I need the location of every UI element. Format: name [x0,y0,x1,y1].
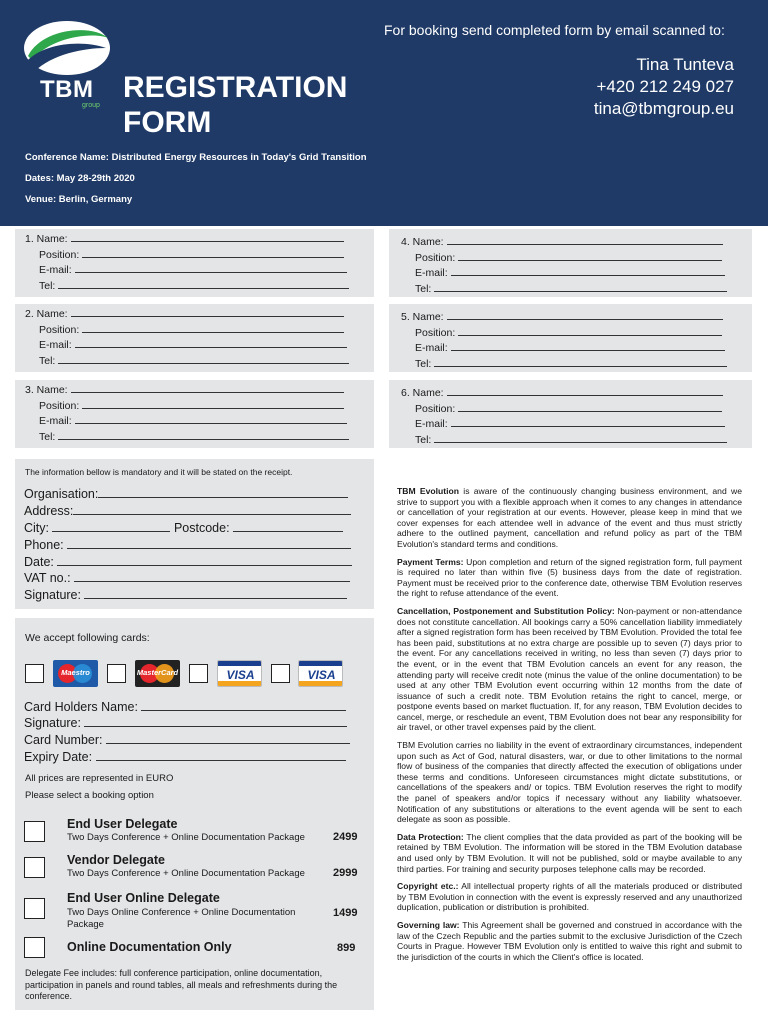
position-field[interactable] [458,326,722,336]
option-online-delegate-name: End User Online Delegate [67,891,220,905]
contact-email[interactable]: tina@tbmgroup.eu [593,99,734,118]
mandatory-note: The information bellow is mandatory and it will be stated on the receipt. [25,467,293,477]
option-end-user-name: End User Delegate [67,817,178,831]
title-line-1: REGISTRATION [123,71,348,104]
contact-name: Tina Tunteva [636,55,734,74]
tel-field[interactable] [434,282,727,292]
email-label: E-mail: [415,267,448,279]
conference-name: Conference Name: Distributed Energy Resources in Today's Grid Transition [25,152,367,163]
option-end-user-desc: Two Days Conference + Online Documentation Package [67,832,305,843]
card-holder-label: Card Holders Name: [24,700,138,714]
email-field[interactable] [451,417,725,427]
delegate-3-panel [15,380,374,448]
terms-payment: Payment Terms: Upon completion and return of the signed registration form, full payment is required no later than within five (5) business days from the date of registration. Payment must be received prior to the conference date, otherwise TBM Evolution reserves the right to refuse attendance of the event. [397,556,742,599]
card-holder-field[interactable] [141,701,346,711]
organisation-field[interactable] [98,488,348,498]
name-field[interactable] [447,235,723,245]
position-label: Position: [39,324,80,336]
tel-label: Tel: [415,434,432,446]
contact-phone: +420 212 249 027 [596,77,734,96]
booking-note: For booking send completed form by email scanned to: [384,22,725,38]
delegate-name-label: 3. Name: [25,384,68,396]
delegate-6-panel [389,380,752,448]
fee-note: Delegate Fee includes: full conference participation, online documentation, participation in panels and round tables, all meals and refreshments during the conference. [25,968,338,1001]
expiry-field[interactable] [96,751,346,761]
card-signature-label: Signature: [24,716,81,730]
email-field[interactable] [75,414,347,424]
phone-field[interactable] [67,539,351,549]
name-field[interactable] [447,310,723,320]
postcode-label: Postcode: [173,521,230,535]
postcode-field[interactable] [233,522,343,532]
delegate-2-panel [15,304,374,372]
date-label: Date: [24,555,54,569]
delegate-name-label: 4. Name: [401,236,444,248]
card-signature-field[interactable] [84,717,347,727]
mastercard-icon [135,660,180,687]
option-documentation-name: Online Documentation Only [67,940,232,954]
terms-liability: TBM Evolution carries no liability in the event of extraordinary circumstances, independent upon such as Act of God, natural disasters, war, or due to other limitations to the normal flow of business of the companies that directly affected the execution of obligations under these terms and conditions. Unforeseen circumstances might dictate substitutions, or cancellations of the speakers and/ or topics. TBM Evolution reserves the right to modify the panel of speakers and/or topics if necessary without any liability whatsoever. Notification of any substitutions or alterations to the event agenda will be sent to each delegate as soon as possible. [397,740,742,825]
email-field[interactable] [75,263,347,273]
tel-label: Tel: [415,283,432,295]
name-field[interactable] [447,386,723,396]
title-line-2: FORM [123,106,212,139]
email-label: E-mail: [415,418,448,430]
position-field[interactable] [82,248,344,258]
organisation-label: Organisation: [24,487,99,501]
position-field[interactable] [82,399,344,409]
signature-field[interactable] [84,589,347,599]
maestro-text: Maestro [61,668,90,677]
logo-subtext: group [82,102,100,109]
delegate-name-label: 1. Name: [25,233,68,245]
signature-label: Signature: [24,588,81,602]
visa-electron-icon [217,660,262,687]
email-label: E-mail: [415,342,448,354]
delegate-name-label: 5. Name: [401,311,444,323]
maestro-checkbox[interactable] [25,664,44,683]
conference-dates: Dates: May 28-29th 2020 [25,173,135,184]
visa-checkbox[interactable] [271,664,290,683]
tel-field[interactable] [434,357,727,367]
visa-text: VISA [307,668,336,682]
tel-label: Tel: [415,358,432,370]
tel-label: Tel: [39,431,56,443]
email-label: E-mail: [39,415,72,427]
visa-card-icon [298,660,343,687]
date-field[interactable] [57,556,352,566]
name-field[interactable] [71,383,344,393]
delegate-4-panel [389,229,752,297]
tel-label: Tel: [39,355,56,367]
delegate-1-panel [15,229,374,297]
name-field[interactable] [71,307,344,317]
email-field[interactable] [451,341,725,351]
position-label: Position: [39,400,80,412]
terms-cancellation: Cancellation, Postponement and Substitution Policy: Non-payment or non-attendance does not constitute cancellation. All bookings carry a 50% cancellation liability immediately after a signed registration form has been received by TBM Evolution. Provided the total fee has been paid, substitutions at no extra charge are possible up to seven (7) days prior to the event. For any cancellations received in writing, no less than seven (7) days prior to the event, or in the event that TBM Evolution cancels an event for any reason, the attending party will receive credit note (minus the value of the online documentation) to be used at any other TBM Evolution event occurring within 12 months from the date of issuance of such a credit note. TBM Evolution retains the right to cancel, merge, or postpone events based on market fluctuation. If, for any reason, TBM Evolution decides to cancel, merge, or reschedule an event, TBM Evolution does not bear any responsibility for air travel, or other travel expenses paid by the client. [397,605,742,733]
tbm-logo [22,18,112,108]
vat-field[interactable] [74,572,350,582]
visa-electron-checkbox[interactable] [189,664,208,683]
logo-text: TBM [40,76,94,103]
position-label: Position: [415,252,456,264]
city-label: City: [24,521,49,535]
header-banner [0,0,768,226]
option-documentation-checkbox[interactable] [24,937,45,958]
option-end-user-price: 2499 [333,831,358,843]
email-label: E-mail: [39,264,72,276]
terms-copyright: Copyright etc.: All intellectual property rights of all the materials produced or distributed by TBM Evolution in connection with the event is expressly reserved and any unauthorized duplication, publication or distribution is prohibited. [397,881,742,913]
tel-field[interactable] [58,430,349,440]
option-online-delegate-checkbox[interactable] [24,898,45,919]
cards-label: We accept following cards: [25,632,150,644]
option-end-user-checkbox[interactable] [24,821,45,842]
maestro-card-icon [53,660,98,687]
position-label: Position: [415,403,456,415]
tel-field[interactable] [58,279,349,289]
option-vendor-name: Vendor Delegate [67,853,165,867]
address-field[interactable] [73,505,351,515]
delegate-5-panel [389,304,752,372]
terms-governing-law: Governing law: This Agreement shall be governed and construed in accordance with the law of the Czech Republic and the parties submit to the exclusive Jurisdiction of the Czech Courts in Prague. However TBM Evolution only is entitled to waive this right and submit to the jurisdiction of the courts in which the Client's office is located. [397,919,743,962]
option-vendor-checkbox[interactable] [24,857,45,878]
position-label: Position: [39,249,80,261]
select-note: Please select a booking option [25,790,154,801]
email-field[interactable] [451,266,725,276]
position-label: Position: [415,327,456,339]
terms-data-protection: Data Protection: The client complies that the data provided as part of the booking will be retained by TBM Evolution. The information will be stored in the TBM Evolution database and used only by TBM Evolution. It will not be published, sold or maybe available to any third parties. For training and security purposes telephone calls may be recorded. [397,831,742,874]
delegate-name-label: 6. Name: [401,387,444,399]
option-online-delegate-price: 1499 [333,907,358,919]
vat-label: VAT no.: [24,571,71,585]
position-field[interactable] [458,251,722,261]
mastercard-text: MasterCard [136,668,179,677]
contact-info [594,54,734,120]
phone-label: Phone: [24,538,64,552]
option-documentation-price: 899 [337,942,356,954]
prices-note: All prices are represented in EURO [25,773,174,784]
page-title [123,70,347,140]
delegate-name-label: 2. Name: [25,308,68,320]
tel-field[interactable] [58,354,349,364]
terms-intro: TBM Evolution is aware of the continuously changing business environment, and we strive to support you with a flexible approach when it comes to any changes in attendance or cancellation of your registration at our events. However, please keep in mind that we cover expenses for each attendee well in advance of the event and thus must strictly adhere to the outlined payment, cancellation and refund policy as part of the TBM Evolution's standard terms and conditions. [397,486,742,549]
position-field[interactable] [458,402,722,412]
option-vendor-desc: Two Days Conference + Online Documentation Package [67,868,305,879]
conference-venue: Venue: Berlin, Germany [25,194,133,205]
address-label: Address: [24,504,74,518]
logo-swoosh-icon [22,18,112,78]
name-field[interactable] [71,232,344,242]
tel-field[interactable] [434,433,727,443]
email-field[interactable] [75,338,347,348]
option-online-delegate-desc: Two Days Online Conference + Online Documentation Package [67,907,296,930]
email-label: E-mail: [39,339,72,351]
tel-label: Tel: [39,280,56,292]
mastercard-checkbox[interactable] [107,664,126,683]
terms-and-conditions [397,486,742,969]
visa-text: VISA [226,668,255,682]
conference-info [25,152,367,215]
option-vendor-price: 2999 [333,867,358,879]
card-number-label: Card Number: [24,733,103,747]
position-field[interactable] [82,323,344,333]
expiry-label: Expiry Date: [24,750,93,764]
city-field[interactable] [52,522,170,532]
card-number-field[interactable] [106,734,350,744]
